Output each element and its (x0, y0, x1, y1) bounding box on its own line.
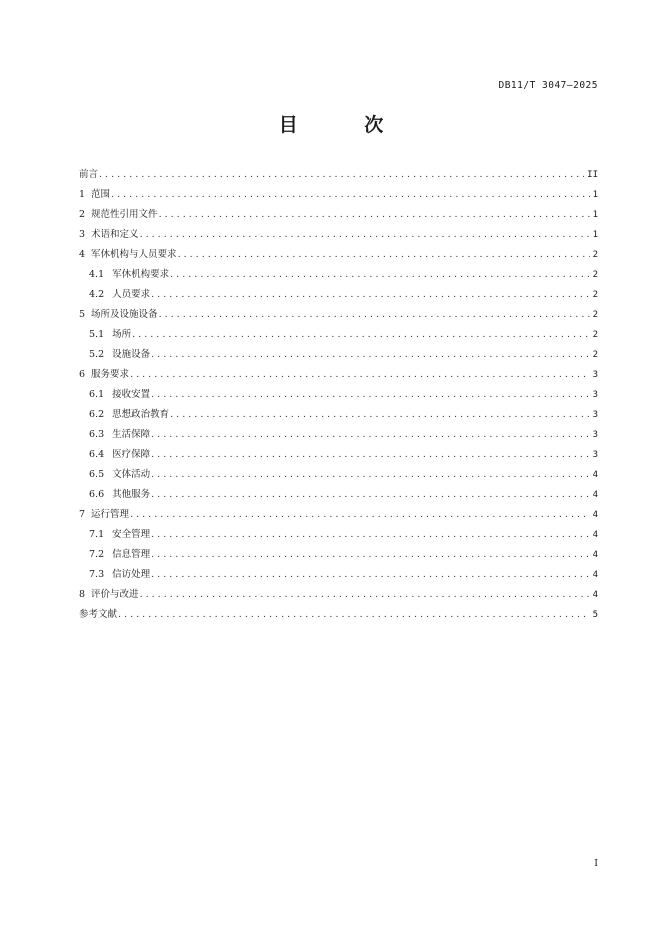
toc-entry[interactable] (79, 405, 598, 425)
toc-entry-number: 7.2 (89, 549, 105, 560)
toc-entry-label: 服务要求 (91, 369, 130, 380)
toc-entry[interactable] (79, 305, 598, 325)
toc-entry-number: 3 (79, 229, 86, 240)
toc-entry[interactable] (79, 205, 598, 225)
toc-entry-page: 3 (592, 370, 598, 380)
toc-entry-label: 安全管理 (112, 529, 151, 540)
toc-entry[interactable] (79, 505, 598, 525)
toc-dot-leader (151, 425, 589, 445)
toc-entry[interactable] (79, 445, 598, 465)
toc-entry[interactable] (79, 245, 598, 265)
toc-entry-page: 3 (592, 390, 598, 400)
toc-entry-label: 生活保障 (112, 429, 151, 440)
toc-dot-leader (130, 365, 590, 385)
toc-entry[interactable] (79, 225, 598, 245)
toc-entry[interactable] (79, 165, 598, 185)
toc-dot-leader (151, 385, 589, 405)
toc-entry-page: II (587, 170, 598, 180)
toc-entry-number: 4.2 (89, 289, 105, 300)
toc-entry-number: 6 (79, 369, 86, 380)
toc-dot-leader (170, 405, 589, 425)
toc-entry-page: 2 (592, 250, 598, 260)
toc-dot-leader (170, 265, 589, 285)
toc-entry-number: 6.5 (89, 469, 105, 480)
toc-entry-label: 思想政治教育 (112, 409, 170, 420)
toc-entry[interactable] (79, 485, 598, 505)
toc-entry-number: 6.1 (89, 389, 105, 400)
toc-entry-page: 3 (592, 450, 598, 460)
toc-dot-leader (111, 185, 590, 205)
toc-entry-label: 范围 (91, 189, 111, 200)
toc-dot-leader (151, 445, 589, 465)
toc-entry-number: 4 (79, 249, 86, 260)
toc-entry-number: 6.3 (89, 429, 105, 440)
toc-dot-leader (159, 205, 590, 225)
toc-entry-label: 场所 (112, 329, 132, 340)
toc-entry-number: 5.2 (89, 349, 105, 360)
toc-entry[interactable] (79, 185, 598, 205)
toc-entry[interactable] (79, 285, 598, 305)
toc-dot-leader (151, 525, 589, 545)
toc-dot-leader (151, 565, 589, 585)
toc-entry-number: 5.1 (89, 329, 105, 340)
toc-entry-page: 2 (592, 290, 598, 300)
toc-entry[interactable] (79, 605, 598, 625)
toc-entry-label: 前言 (79, 169, 99, 180)
toc-entry-number: 1 (79, 189, 86, 200)
toc-entry-number: 7.1 (89, 529, 105, 540)
toc-entry[interactable] (79, 385, 598, 405)
toc-entry[interactable] (79, 545, 598, 565)
toc-dot-leader (118, 605, 590, 625)
toc-entry[interactable] (79, 425, 598, 445)
toc-entry-page: 4 (592, 530, 598, 540)
toc-entry-label: 信息管理 (112, 549, 151, 560)
toc-entry[interactable] (79, 325, 598, 345)
toc-entry-label: 运行管理 (91, 509, 130, 520)
toc-entry-number: 6.6 (89, 489, 105, 500)
toc-entry[interactable] (79, 265, 598, 285)
toc-entry-label: 军休机构与人员要求 (91, 249, 177, 260)
toc-entry-number: 4.1 (89, 269, 105, 280)
toc-entry-page: 4 (592, 490, 598, 500)
toc-dot-leader (151, 465, 589, 485)
toc-entry-label: 人员要求 (112, 289, 151, 300)
toc-entry-page: 4 (592, 570, 598, 580)
toc-entry-label: 规范性引用文件 (91, 209, 158, 220)
toc-entry-page: 2 (592, 310, 598, 320)
toc-entry-label: 设施设备 (112, 349, 151, 360)
toc-entry-page: 2 (592, 350, 598, 360)
toc-entry[interactable] (79, 465, 598, 485)
toc-entry-label: 其他服务 (112, 489, 151, 500)
toc-dot-leader (151, 485, 589, 505)
toc-entry-label: 信访处理 (112, 569, 151, 580)
toc-entry-page: 2 (592, 330, 598, 340)
toc-entry-number: 7 (79, 509, 86, 520)
toc-entry-page: 4 (592, 550, 598, 560)
toc-entry-page: 1 (592, 210, 598, 220)
toc-entry-number: 8 (79, 589, 86, 600)
toc-entry[interactable] (79, 585, 598, 605)
toc-dot-leader (130, 505, 590, 525)
document-code: DB11/T 3047—2025 (498, 80, 598, 91)
toc-entry-page: 1 (592, 190, 598, 200)
page-number: I (594, 858, 598, 869)
toc-entry-label: 评价与改进 (91, 589, 139, 600)
toc-dot-leader (140, 585, 590, 605)
toc-dot-leader (151, 545, 589, 565)
toc-entry-label: 接收安置 (112, 389, 151, 400)
toc-entry-page: 4 (592, 510, 598, 520)
toc-entry[interactable] (79, 525, 598, 545)
toc-entry-page: 2 (592, 270, 598, 280)
toc-dot-leader (140, 225, 590, 245)
toc-dot-leader (99, 165, 584, 185)
toc-entry-page: 1 (592, 230, 598, 240)
toc-entry-label: 军休机构要求 (112, 269, 170, 280)
toc-entry-page: 3 (592, 410, 598, 420)
toc-entry-page: 4 (592, 470, 598, 480)
toc-entry[interactable] (79, 345, 598, 365)
toc-entry-page: 4 (592, 590, 598, 600)
toc-entry-number: 5 (79, 309, 86, 320)
toc-dot-leader (151, 345, 589, 365)
toc-entry-number: 7.3 (89, 569, 105, 580)
toc-dot-leader (159, 305, 590, 325)
toc-entry-label: 参考文献 (79, 609, 118, 620)
toc-entry-number: 2 (79, 209, 86, 220)
toc-entry-label: 文体活动 (112, 469, 151, 480)
toc-entry[interactable] (79, 565, 598, 585)
toc-entry-page: 3 (592, 430, 598, 440)
toc-entry-number: 6.4 (89, 449, 105, 460)
toc-dot-leader (178, 245, 590, 265)
toc-entry-page: 5 (592, 610, 598, 620)
toc-dot-leader (132, 325, 589, 345)
toc-entry[interactable] (79, 365, 598, 385)
page-title: 目 次 (278, 114, 414, 136)
toc-entry-label: 术语和定义 (91, 229, 139, 240)
toc-entry-label: 场所及设施设备 (91, 309, 158, 320)
table-of-contents (79, 165, 598, 625)
toc-entry-label: 医疗保障 (112, 449, 151, 460)
toc-entry-number: 6.2 (89, 409, 105, 420)
toc-dot-leader (151, 285, 589, 305)
